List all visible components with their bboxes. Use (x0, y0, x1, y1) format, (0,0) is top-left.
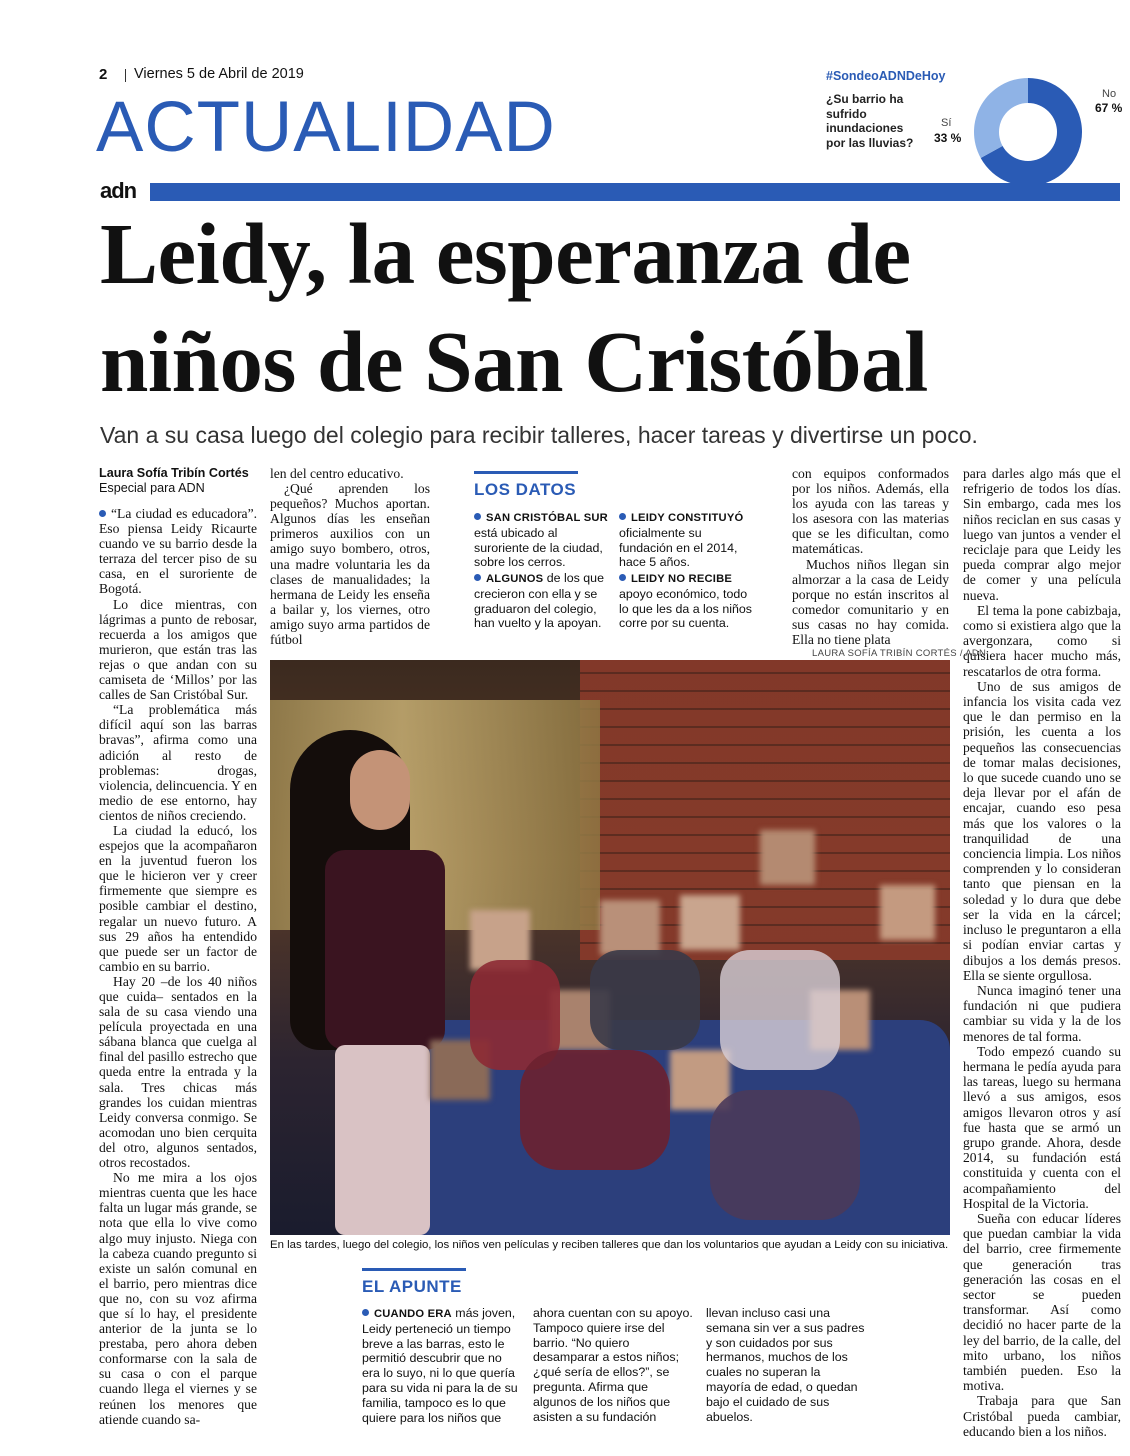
paragraph: Lo dice mientras, con lágrimas a punto de rebosar, recuerda a los amigos que murieron, que están tras las rejas o que andan con su camiseta de ‘Millos’ por las calles de San Cristóbal Sur. (99, 596, 257, 703)
author-role: Especial para ADN (99, 481, 205, 495)
adn-logo: adn (100, 178, 137, 203)
article-photo (270, 660, 950, 1235)
paragraph: Trabaja para que San Cristóbal pueda cambiar, educando bien a los niños. (963, 1393, 1121, 1439)
paragraph: Sueña con educar líderes que puedan cambiar la vida del barrio, cree firmemente que generación tras generación las cosas en el sector se pueden transformar. Así como decidió no hacer parte de la ley del barrio, de la calle, del mito urbano, los niños también pueden. Eso la motiva. (963, 1210, 1121, 1394)
article-column-2 (270, 466, 430, 647)
bullet-icon (362, 1309, 369, 1316)
datos-item-2: ALGUNOS de los que crecieron con ella y se graduaron del colegio, han vuelto y la apoyan. (474, 571, 604, 631)
photo-credit: LAURA SOFÍA TRIBÍN CORTÉS / ADN (812, 648, 987, 659)
apunte-column-3: llevan incluso casi una semana sin ver a sus padres y son cuidados por sus hermanos, muchos de los cuales no superan la mayoría de edad, o quedan bajo el cuidado de sus abuelos. (706, 1306, 865, 1424)
photo-child-clothes (710, 1090, 860, 1220)
photo-child (680, 895, 740, 950)
datos-item-4: LEIDY NO RECIBE apoyo económico, todo lo que les da a los niños corre por su cuenta. (619, 573, 752, 631)
paragraph: para darles algo más que el refrigerio de todos los días. Sin embargo, cada mes los niños reciclan en sus casas y luego van juntos a vender el reciclaje para que Leidy les pueda comprar algo mejor de comer y una película nueva. (963, 466, 1121, 603)
headline-line-1: Leidy, la esperanza de (100, 205, 911, 302)
datos-box-heading: LOS DATOS (474, 480, 577, 499)
paragraph: len del centro educativo. (270, 466, 404, 481)
poll-donut-hole (999, 103, 1057, 161)
headline-line-2: niños de San Cristóbal (100, 313, 928, 410)
bullet-icon (474, 513, 481, 520)
header-divider (125, 69, 126, 82)
poll-hashtag: #SondeoADNDeHoy (826, 69, 946, 83)
photo-child-clothes (590, 950, 700, 1050)
photo-woman-face (350, 750, 410, 830)
apunte-column-2: ahora cuentan con su apoyo. Tampoco quiere irse del barrio. “No quiero desamparar a estos niños; ¿qué sería de ellos?”, se pregunta. Afirma que algunos de los niños que asisten a su fundación (533, 1306, 693, 1424)
article-column-1 (99, 506, 257, 1427)
photo-woman-body (325, 850, 445, 1050)
photo-woman-legs (335, 1045, 430, 1235)
photo-child (760, 830, 815, 885)
photo-child (880, 885, 935, 940)
apunte-box-heading: EL APUNTE (362, 1277, 462, 1296)
article-column-5 (963, 466, 1121, 1439)
paragraph: Muchos niños llegan sin almorzar a la casa de Leidy porque no están inscritos al comedor comunitario y en sus casas no hay comida. Ella no tiene plata (792, 556, 949, 648)
bullet-icon (474, 574, 481, 581)
datos-box-rule (474, 471, 578, 474)
poll-no-label: No (1102, 88, 1117, 100)
paragraph: Todo empezó cuando su hermana le pedía ayuda para las tareas, luego su hermana llevó a sus amigos, esos amigos llevaron otros y así fue hasta que se armó un grupo grande. Ahora, desde 2014, su fundación está constituida y cuenta con el acompañamiento del Hospital de la Victoria. (963, 1043, 1121, 1211)
poll-donut-chart (972, 76, 1084, 188)
paragraph: “La problemática más difícil aquí son las barras bravas”, afirma como una adición al resto de problemas: drogas, violencia, delincuencia. Y en medio de ese entorno, hay cientos de niños creciendo. (99, 702, 257, 823)
bullet-icon (619, 574, 626, 581)
apunte-column-1: CUANDO ERA más joven, Leidy perteneció un tiempo breve a las barras, esto le permitió descubrir que no era lo suyo, ni lo que quería para su vida ni para la de su familia, tampoco es lo que quiere para los niños que (362, 1306, 518, 1425)
paragraph: Nunca imaginó tener una fundación ni que pudiera cambiar su vida y la de los menores de tal forma. (963, 982, 1121, 1044)
brand-rule (150, 183, 1120, 201)
poll-yes-value: 33 % (934, 131, 962, 145)
bullet-icon (99, 510, 106, 517)
datos-item-3: LEIDY CONSTITUYÓ oficialmente su fundación en el 2014, hace 5 años. (619, 512, 744, 570)
subheadline: Van a su casa luego del colegio para recibir talleres, hacer tareas y divertirse un poco. (100, 422, 978, 448)
author-name: Laura Sofía Tribín Cortés (99, 466, 249, 480)
page-number: 2 (99, 66, 108, 83)
issue-date: Viernes 5 de Abril de 2019 (134, 66, 304, 82)
section-title: ACTUALIDAD (96, 88, 556, 167)
paragraph: La ciudad la educó, los espejos que la acompañaron en la juventud fueron los que le hicieron ver y creer firmemente que siempre es posible cambiar el destino, regalar un nuevo futuro. A sus 29 años ha entendido que puede ser un factor de cambio en su barrio. (99, 822, 257, 974)
datos-item-1: SAN CRISTÓBAL SUR está ubicado al suroriente de la ciudad, sobre los cerros. (474, 512, 608, 570)
apunte-box-rule (362, 1268, 466, 1271)
paragraph: Uno de sus amigos de infancia los visita cada vez que le dan permiso en la prisión, les cuenta a los pequeños las consecuencias de tomar malas decisiones, lo que sucede cuando uno se deja llevar por el afán de encajar, cuando eso pesa más que los valores o la tranquilidad de una conciencia limpia. Los niños comprenden y lo consideran tanto que piensan en la soledad y lo dura que debe ser la vida en la cárcel; incluso le preguntaron a ella si podían enviar cartas y dibujos a los demás presos. Ella se siente orgullosa. (963, 678, 1121, 983)
paragraph: con equipos conformados por los niños. Además, ella los ayuda con las tareas y los asesora con las materias que se les dificultan, como matemáticas. (792, 466, 949, 557)
paragraph: No me mira a los ojos mientras cuenta que les hace falta un lugar más grande, se nota que ella lo vive como algo muy injusto. Niega con la cabeza cuando pregunto si existe un salón comunal en el barrio, pero mientras dice que no, con su voz afirma que sí lo hay, el presidente anterior de la junta se lo prestaba, pero ahora deben conformarse con la sala de su casa o con el parque cuando llega el viernes y se reúnen los menores que atiende cuando sa- (99, 1170, 257, 1427)
photo-child-clothes (720, 950, 840, 1070)
paragraph: Hay 20 –de los 40 niños que cuida– sentados en la sala de su casa viendo una película proyectada en una sábana blanca que cuelga al final del pasillo estrecho que queda entre la entrada y la sala. Tres chicas más grandes los cuidan mientras Leidy conversa conmigo. Se acomodan uno bien cerquita del otro, algunos sentados, otros recostados. (99, 973, 257, 1171)
photo-child (600, 900, 660, 955)
poll-question: ¿Su barrio ha sufrido inundaciones por las lluvias? (826, 92, 914, 150)
paragraph: ¿Qué aprenden los pequeños? Muchos aportan. Algunos días les enseñan primeros auxilios con un amigo suyo bombero, otros, una madre voluntaria les da clases de manualidades; la hermana de Leidy les enseña a bailar y, los viernes, otro amigo suyo arma partidos de fútbol (270, 481, 430, 648)
poll-no-value: 67 % (1095, 101, 1123, 115)
paragraph: “La ciudad es educadora”. Eso piensa Leidy Ricaurte cuando ve su barrio desde la terraza del tercer piso de su casa, en el suroriente de Bogotá. (99, 506, 257, 597)
photo-caption: En las tardes, luego del colegio, los niños ven películas y reciben talleres que dan los voluntarios que ayudan a Leidy con su iniciativa. (270, 1239, 949, 1251)
article-column-4 (792, 466, 949, 647)
bullet-icon (619, 513, 626, 520)
photo-child-clothes (520, 1050, 670, 1170)
poll-yes-label: Sí (941, 117, 952, 129)
paragraph: El tema la pone cabizbaja, como si existiera algo que la avergonzara, como si quisiera hacer mucho más, rescatarlos de otra forma. (963, 602, 1121, 679)
